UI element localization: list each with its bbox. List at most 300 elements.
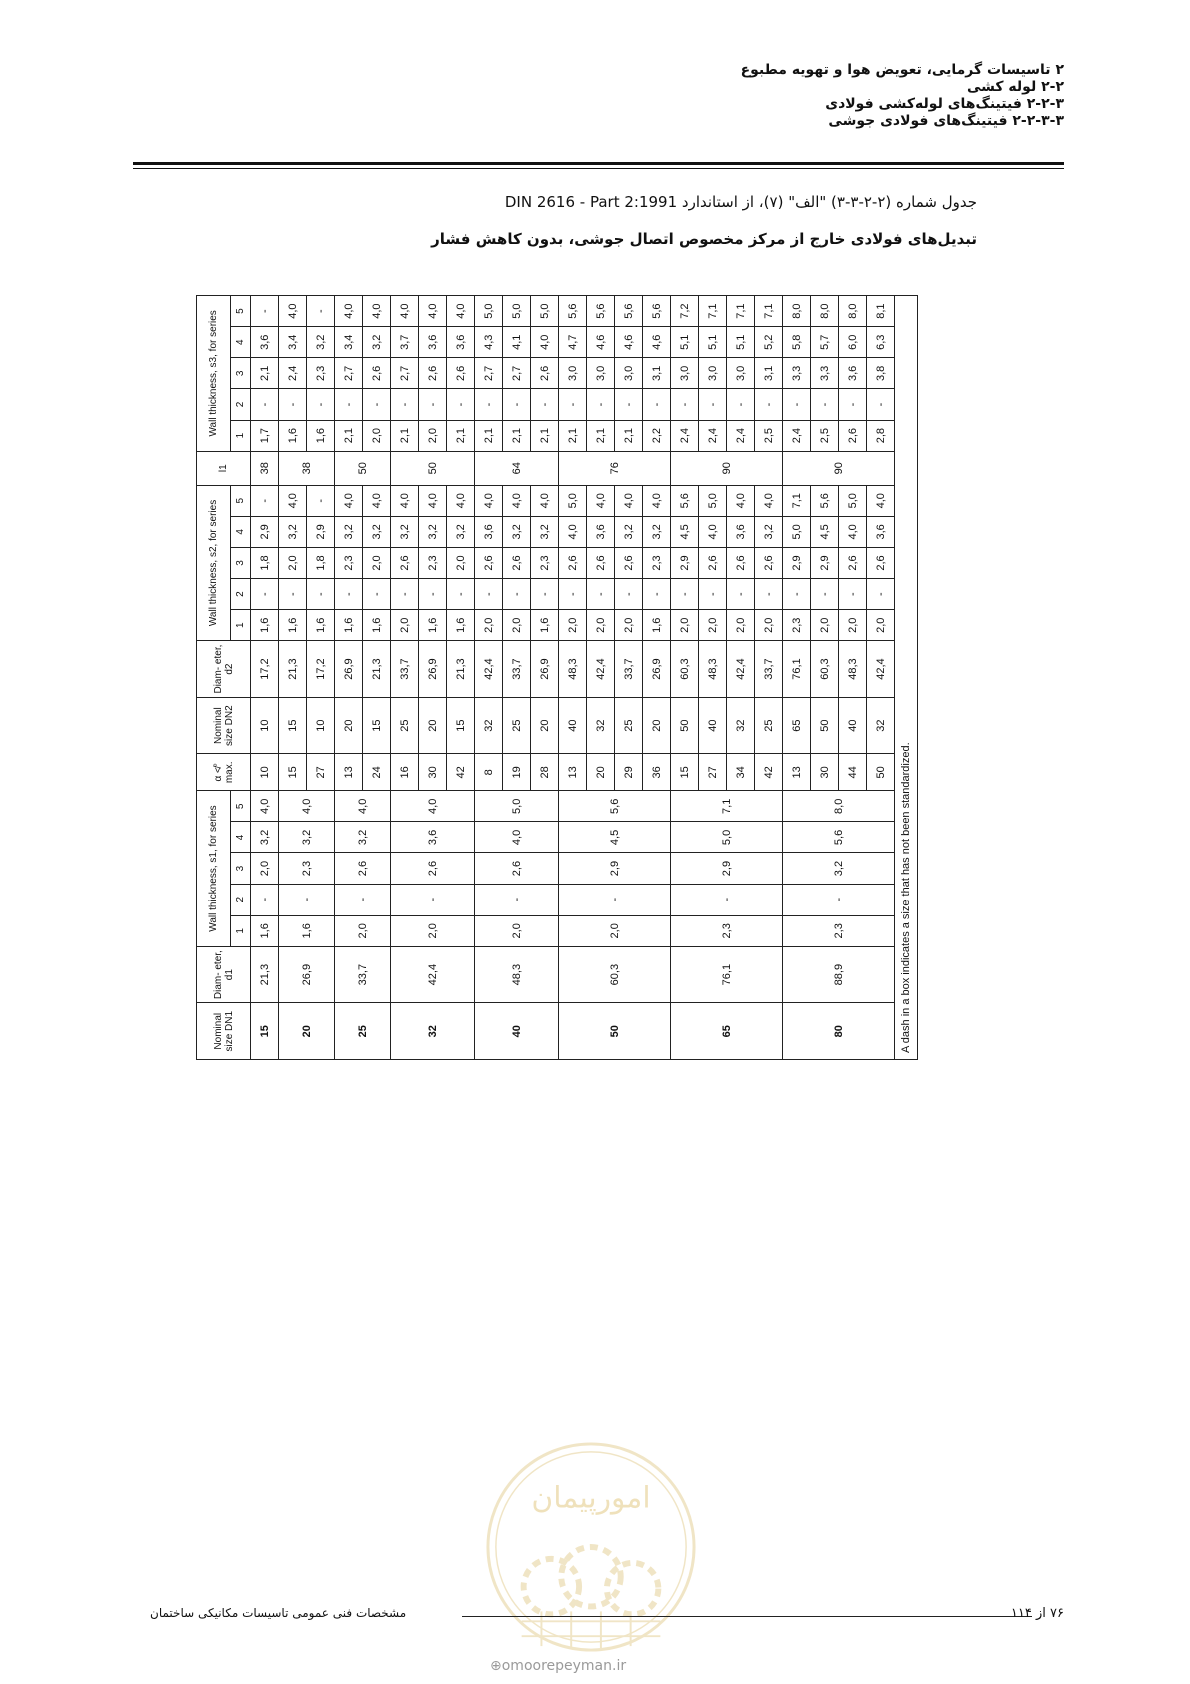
- cell-s1: -: [279, 884, 335, 915]
- cell-s2: 2,9: [307, 516, 335, 547]
- cell-s3: 5,1: [671, 327, 699, 358]
- cell-s3: -: [839, 389, 867, 420]
- cell-d1: 48,3: [475, 946, 559, 1003]
- cell-s2: -: [867, 579, 895, 610]
- cell-dn2: 65: [783, 697, 811, 754]
- cell-s2: 2,0: [727, 610, 755, 641]
- cell-s2: -: [251, 485, 279, 516]
- reducer-dimension-table: [196, 295, 918, 1060]
- cell-s2: -: [335, 579, 363, 610]
- cell-s1: -: [671, 884, 783, 915]
- cell-s2: 1,6: [279, 610, 307, 641]
- cell-s1: 3,2: [783, 853, 895, 884]
- cell-s2: 2,9: [671, 547, 699, 578]
- cell-s3: 3,0: [587, 358, 615, 389]
- cell-s3: 2,1: [475, 420, 503, 451]
- cell-s3: 5,0: [503, 296, 531, 327]
- cell-l1: 76: [559, 451, 671, 485]
- table-footnote: A dash in a box indicates a size that has not been standardized.: [895, 296, 918, 1060]
- cell-d2: 33,7: [615, 641, 643, 698]
- cell-s3: 2,0: [363, 420, 391, 451]
- cell-s3: 3,0: [615, 358, 643, 389]
- cell-s3: 7,1: [755, 296, 783, 327]
- cell-d2: 17,2: [251, 641, 279, 698]
- cell-s2: 3,2: [643, 516, 671, 547]
- cell-dn2: 15: [363, 697, 391, 754]
- cell-s3: 5,1: [727, 327, 755, 358]
- cell-s2: 1,6: [531, 610, 559, 641]
- cell-s2: 4,0: [447, 485, 475, 516]
- cell-d1: 88,9: [783, 946, 895, 1003]
- cell-s2: 4,0: [559, 516, 587, 547]
- cell-s3: 2,1: [447, 420, 475, 451]
- cell-s2: -: [391, 579, 419, 610]
- cell-s2: 4,0: [335, 485, 363, 516]
- cell-s3: 3,6: [419, 327, 447, 358]
- cell-s3: -: [363, 389, 391, 420]
- cell-s3: 3,8: [867, 358, 895, 389]
- cell-s2: 2,6: [839, 547, 867, 578]
- cell-alpha: 30: [811, 754, 839, 791]
- cell-s3: 5,6: [615, 296, 643, 327]
- cell-s3: 3,6: [839, 358, 867, 389]
- cell-dn2: 15: [279, 697, 307, 754]
- cell-s3: 2,8: [867, 420, 895, 451]
- cell-s2: -: [643, 579, 671, 610]
- cell-d1: 76,1: [671, 946, 783, 1003]
- cell-s3: 2,1: [587, 420, 615, 451]
- table-row: [475, 296, 503, 1060]
- header-series-5: 5: [231, 296, 251, 327]
- cell-d2: 60,3: [671, 641, 699, 698]
- cell-s2: 5,0: [699, 485, 727, 516]
- header-line-1: ۲ تاسیسات گرمایی، تعویض هوا و تهویه مطبوع: [740, 62, 1064, 78]
- table-row: [279, 296, 307, 1060]
- header-series-4: 4: [231, 516, 251, 547]
- cell-l1: 90: [671, 451, 783, 485]
- cell-s3: 8,0: [811, 296, 839, 327]
- cell-s3: 3,7: [391, 327, 419, 358]
- cell-d2: 21,3: [447, 641, 475, 698]
- cell-s3: 2,4: [783, 420, 811, 451]
- cell-s3: 8,0: [783, 296, 811, 327]
- cell-s1: 4,0: [251, 791, 279, 822]
- cell-dn2: 25: [755, 697, 783, 754]
- header-line-4: ۲-۲-۳-۳ فیتینگ‌های فولادی جوشی: [828, 113, 1064, 129]
- cell-s2: 7,1: [783, 485, 811, 516]
- cell-s1: 4,5: [559, 822, 671, 853]
- cell-d2: 33,7: [391, 641, 419, 698]
- cell-s2: 4,0: [279, 485, 307, 516]
- cell-s1: 3,2: [335, 822, 391, 853]
- cell-s2: 2,3: [335, 547, 363, 578]
- header-series-1: 1: [231, 610, 251, 641]
- cell-s1: 3,2: [251, 822, 279, 853]
- cell-s3: 2,5: [811, 420, 839, 451]
- cell-s3: -: [615, 389, 643, 420]
- cell-s2: 1,6: [419, 610, 447, 641]
- cell-s2: -: [307, 579, 335, 610]
- cell-s3: 2,1: [559, 420, 587, 451]
- cell-dn2: 10: [251, 697, 279, 754]
- cell-alpha: 29: [615, 754, 643, 791]
- cell-s1: 2,0: [391, 915, 475, 946]
- cell-s1: 2,0: [475, 915, 559, 946]
- cell-s2: -: [839, 579, 867, 610]
- table-row: [559, 296, 587, 1060]
- cell-s2: 2,0: [559, 610, 587, 641]
- cell-dn2: 40: [699, 697, 727, 754]
- cell-dn1: 20: [279, 1003, 335, 1060]
- cell-alpha: 19: [503, 754, 531, 791]
- cell-s3: -: [531, 389, 559, 420]
- cell-s1: 2,6: [391, 853, 475, 884]
- cell-s2: 1,6: [447, 610, 475, 641]
- cell-s3: 5,2: [755, 327, 783, 358]
- cell-alpha: 13: [335, 754, 363, 791]
- header-rule-thick: [133, 162, 1064, 165]
- cell-s2: 2,6: [503, 547, 531, 578]
- cell-s2: 3,2: [531, 516, 559, 547]
- cell-alpha: 15: [671, 754, 699, 791]
- cell-s1: -: [475, 884, 559, 915]
- cell-s2: 2,9: [811, 547, 839, 578]
- cell-s3: 3,6: [447, 327, 475, 358]
- cell-s3: 3,6: [251, 327, 279, 358]
- cell-s1: 2,3: [671, 915, 783, 946]
- cell-s2: 2,3: [783, 610, 811, 641]
- cell-alpha: 42: [447, 754, 475, 791]
- cell-s3: 3,3: [783, 358, 811, 389]
- footer-rule: [462, 1616, 1032, 1617]
- cell-d2: 26,9: [419, 641, 447, 698]
- cell-s2: 5,0: [839, 485, 867, 516]
- cell-s2: 1,6: [363, 610, 391, 641]
- cell-s3: 5,6: [587, 296, 615, 327]
- cell-s2: 2,0: [475, 610, 503, 641]
- watermark-seal-icon: [482, 1438, 700, 1656]
- cell-s1: 1,6: [251, 915, 279, 946]
- rotated-table-frame: [196, 295, 918, 1060]
- cell-s3: 2,6: [839, 420, 867, 451]
- cell-s2: 2,6: [755, 547, 783, 578]
- cell-s3: 1,7: [251, 420, 279, 451]
- watermark-text: امورپیمان: [531, 1480, 651, 1516]
- cell-s3: -: [251, 296, 279, 327]
- cell-s2: 1,6: [335, 610, 363, 641]
- cell-s3: 3,4: [335, 327, 363, 358]
- cell-dn2: 32: [867, 697, 895, 754]
- cell-alpha: 13: [783, 754, 811, 791]
- cell-s2: -: [363, 579, 391, 610]
- cell-s2: 2,6: [559, 547, 587, 578]
- cell-s2: 2,0: [615, 610, 643, 641]
- table-caption-number: جدول شماره (۲-۲-۳-۳) "الف" (۷)، از استاندارد DIN 2616 - Part 2:1991: [504, 193, 977, 211]
- cell-s3: -: [559, 389, 587, 420]
- cell-dn2: 25: [615, 697, 643, 754]
- cell-d2: 26,9: [335, 641, 363, 698]
- cell-s1: 2,0: [251, 853, 279, 884]
- cell-s3: 2,6: [363, 358, 391, 389]
- cell-s2: 2,6: [475, 547, 503, 578]
- rotated-table-container: [196, 295, 918, 1060]
- table-caption-title: تبدیل‌های فولادی خارج از مرکز مخصوص اتصال جوشی، بدون کاهش فشار: [431, 230, 977, 248]
- cell-s3: 1,6: [279, 420, 307, 451]
- cell-s2: 4,0: [391, 485, 419, 516]
- cell-s3: 2,4: [671, 420, 699, 451]
- cell-s3: -: [671, 389, 699, 420]
- cell-d1: 42,4: [391, 946, 475, 1003]
- cell-s3: 4,0: [363, 296, 391, 327]
- cell-s3: 2,4: [279, 358, 307, 389]
- cell-s1: 5,0: [475, 791, 559, 822]
- cell-s3: -: [503, 389, 531, 420]
- cell-s2: 2,0: [671, 610, 699, 641]
- cell-s2: 2,0: [503, 610, 531, 641]
- cell-s2: 2,6: [587, 547, 615, 578]
- cell-d2: 33,7: [755, 641, 783, 698]
- cell-dn2: 25: [503, 697, 531, 754]
- cell-dn2: 32: [727, 697, 755, 754]
- header-series-4: 4: [231, 822, 251, 853]
- cell-alpha: 16: [391, 754, 419, 791]
- cell-dn1: 80: [783, 1003, 895, 1060]
- cell-s3: 2,1: [531, 420, 559, 451]
- cell-s2: 4,0: [867, 485, 895, 516]
- cell-s3: 3,1: [755, 358, 783, 389]
- cell-s3: -: [419, 389, 447, 420]
- header-series-2: 2: [231, 389, 251, 420]
- cell-s3: 7,1: [727, 296, 755, 327]
- cell-s2: 3,2: [615, 516, 643, 547]
- table-row: [335, 296, 363, 1060]
- cell-dn1: 50: [559, 1003, 671, 1060]
- cell-dn2: 32: [475, 697, 503, 754]
- cell-s1: 5,6: [783, 822, 895, 853]
- cell-dn2: 20: [419, 697, 447, 754]
- cell-d1: 21,3: [251, 946, 279, 1003]
- cell-s3: 2,6: [447, 358, 475, 389]
- cell-dn1: 25: [335, 1003, 391, 1060]
- cell-s3: -: [447, 389, 475, 420]
- cell-s1: 4,0: [475, 822, 559, 853]
- cell-s3: 3,0: [699, 358, 727, 389]
- cell-s2: 4,0: [531, 485, 559, 516]
- cell-s2: 4,0: [615, 485, 643, 516]
- globe-icon: ⊕: [490, 1658, 502, 1674]
- cell-alpha: 15: [279, 754, 307, 791]
- header-series-2: 2: [231, 579, 251, 610]
- cell-s1: 5,0: [671, 822, 783, 853]
- header-rule-thin: [133, 168, 1064, 169]
- cell-s2: 2,0: [699, 610, 727, 641]
- cell-dn1: 40: [475, 1003, 559, 1060]
- cell-s3: 4,3: [475, 327, 503, 358]
- cell-s2: -: [755, 579, 783, 610]
- cell-s3: 2,7: [475, 358, 503, 389]
- cell-s2: 2,3: [419, 547, 447, 578]
- cell-alpha: 13: [559, 754, 587, 791]
- cell-s2: 3,2: [447, 516, 475, 547]
- cell-s3: 2,7: [503, 358, 531, 389]
- header-alpha: α ≮° max.: [197, 754, 251, 791]
- cell-s3: -: [279, 389, 307, 420]
- cell-s3: -: [643, 389, 671, 420]
- cell-s3: 3,0: [727, 358, 755, 389]
- header-series-5: 5: [231, 485, 251, 516]
- cell-alpha: 27: [307, 754, 335, 791]
- cell-s3: -: [811, 389, 839, 420]
- cell-dn2: 10: [307, 697, 335, 754]
- cell-alpha: 10: [251, 754, 279, 791]
- header-series-4: 4: [231, 327, 251, 358]
- cell-s3: -: [867, 389, 895, 420]
- cell-s3: 2,2: [643, 420, 671, 451]
- cell-s3: 2,7: [335, 358, 363, 389]
- cell-alpha: 50: [867, 754, 895, 791]
- header-d1: Diam- eter, d1: [197, 946, 251, 1003]
- cell-s2: -: [475, 579, 503, 610]
- cell-s3: 5,0: [475, 296, 503, 327]
- cell-s2: 3,6: [587, 516, 615, 547]
- header-series-3: 3: [231, 358, 251, 389]
- cell-alpha: 34: [727, 754, 755, 791]
- cell-s1: 2,6: [475, 853, 559, 884]
- cell-s3: 7,1: [699, 296, 727, 327]
- cell-s3: 2,1: [615, 420, 643, 451]
- cell-s1: 2,3: [279, 853, 335, 884]
- cell-d2: 42,4: [587, 641, 615, 698]
- cell-alpha: 42: [755, 754, 783, 791]
- cell-s1: -: [391, 884, 475, 915]
- cell-s2: 2,6: [727, 547, 755, 578]
- header-line-3: ۲-۲-۳ فیتینگ‌های لوله‌کشی فولادی: [825, 96, 1064, 112]
- cell-d2: 21,3: [363, 641, 391, 698]
- cell-s3: 3,4: [279, 327, 307, 358]
- cell-l1: 38: [251, 451, 279, 485]
- cell-s1: 2,6: [335, 853, 391, 884]
- table-row: [783, 296, 811, 1060]
- cell-alpha: 36: [643, 754, 671, 791]
- cell-s3: 2,1: [391, 420, 419, 451]
- cell-s2: 5,6: [671, 485, 699, 516]
- cell-s2: 2,0: [755, 610, 783, 641]
- cell-s1: 8,0: [783, 791, 895, 822]
- cell-s3: 5,6: [643, 296, 671, 327]
- cell-d2: 33,7: [503, 641, 531, 698]
- cell-s1: 5,6: [559, 791, 671, 822]
- cell-dn1: 65: [671, 1003, 783, 1060]
- cell-s1: 4,0: [335, 791, 391, 822]
- cell-s2: -: [419, 579, 447, 610]
- cell-dn2: 50: [811, 697, 839, 754]
- cell-d1: 33,7: [335, 946, 391, 1003]
- cell-s3: -: [391, 389, 419, 420]
- cell-s2: -: [615, 579, 643, 610]
- cell-l1: 90: [783, 451, 895, 485]
- cell-s3: -: [475, 389, 503, 420]
- cell-dn2: 20: [643, 697, 671, 754]
- cell-s1: 2,9: [559, 853, 671, 884]
- cell-s3: 4,1: [503, 327, 531, 358]
- header-series-5: 5: [231, 791, 251, 822]
- cell-s2: 3,2: [503, 516, 531, 547]
- cell-dn1: 32: [391, 1003, 475, 1060]
- cell-s2: 3,2: [363, 516, 391, 547]
- cell-s3: 8,1: [867, 296, 895, 327]
- cell-s2: 2,0: [279, 547, 307, 578]
- cell-s2: -: [531, 579, 559, 610]
- cell-s3: 2,3: [307, 358, 335, 389]
- cell-d2: 26,9: [643, 641, 671, 698]
- cell-s3: 2,6: [531, 358, 559, 389]
- cell-dn2: 15: [447, 697, 475, 754]
- cell-s2: 1,8: [251, 547, 279, 578]
- cell-dn2: 32: [587, 697, 615, 754]
- cell-s3: 4,6: [643, 327, 671, 358]
- cell-dn2: 40: [559, 697, 587, 754]
- cell-s3: 2,4: [727, 420, 755, 451]
- cell-dn1: 15: [251, 1003, 279, 1060]
- cell-s3: 2,1: [251, 358, 279, 389]
- cell-alpha: 28: [531, 754, 559, 791]
- cell-s2: 3,2: [279, 516, 307, 547]
- table-note-row: [895, 296, 918, 1060]
- footer-page-number: ۷۶ از ۱۱۴: [1010, 1606, 1064, 1621]
- cell-s1: 2,9: [671, 853, 783, 884]
- cell-s3: 6,0: [839, 327, 867, 358]
- cell-s2: 3,6: [867, 516, 895, 547]
- cell-s2: 3,6: [475, 516, 503, 547]
- header-dn1: Nominal size DN1: [197, 1003, 251, 1060]
- cell-d1: 60,3: [559, 946, 671, 1003]
- cell-s3: -: [251, 389, 279, 420]
- website-text: omoorepeyman.ir: [501, 1658, 627, 1674]
- cell-s1: 4,0: [391, 791, 475, 822]
- cell-s2: 2,3: [531, 547, 559, 578]
- table-row: [251, 296, 279, 1060]
- header-series-1: 1: [231, 915, 251, 946]
- cell-s2: -: [307, 485, 335, 516]
- cell-s2: 1,6: [643, 610, 671, 641]
- cell-l1: 38: [279, 451, 335, 485]
- cell-s2: 3,2: [419, 516, 447, 547]
- cell-s2: 2,3: [643, 547, 671, 578]
- cell-dn2: 25: [391, 697, 419, 754]
- cell-alpha: 20: [587, 754, 615, 791]
- cell-s3: 2,4: [699, 420, 727, 451]
- header-series-1: 1: [231, 420, 251, 451]
- cell-s2: 4,0: [587, 485, 615, 516]
- cell-s3: 2,0: [419, 420, 447, 451]
- cell-s1: -: [251, 884, 279, 915]
- cell-s3: 1,6: [307, 420, 335, 451]
- cell-alpha: 30: [419, 754, 447, 791]
- cell-s1: -: [783, 884, 895, 915]
- cell-s2: -: [727, 579, 755, 610]
- cell-s3: 4,0: [447, 296, 475, 327]
- cell-s1: 2,3: [783, 915, 895, 946]
- cell-s3: -: [587, 389, 615, 420]
- cell-s3: 5,7: [811, 327, 839, 358]
- cell-s2: -: [447, 579, 475, 610]
- cell-s3: 5,8: [783, 327, 811, 358]
- cell-s2: -: [559, 579, 587, 610]
- header-line-2: ۲-۲ لوله کشی: [967, 79, 1064, 95]
- cell-alpha: 44: [839, 754, 867, 791]
- cell-s3: 2,5: [755, 420, 783, 451]
- cell-s2: 2,0: [867, 610, 895, 641]
